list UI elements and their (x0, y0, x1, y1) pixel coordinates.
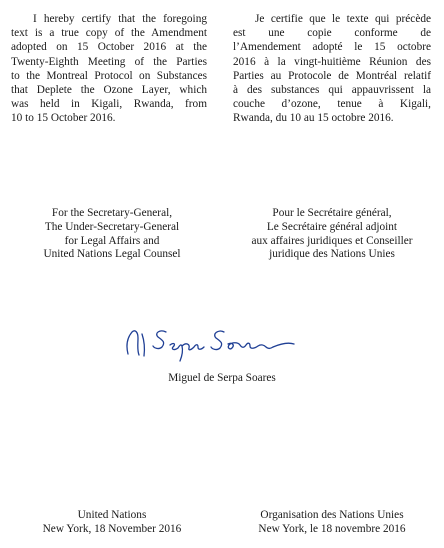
cert-en-line: was held in Kigali, Rwanda, from (11, 98, 207, 111)
cert-en-line: text is a true copy of the Amendment (11, 27, 207, 40)
cert-fr-line: Rwanda, du 10 au 15 octobre 2016. (233, 112, 394, 125)
signatory-block-fr (233, 207, 431, 262)
cert-fr-line: Parties au Protocole de Montréal relatif (233, 69, 431, 82)
place-en-line: New York, 18 November 2016 (42, 522, 182, 535)
signatory-en-line: for Legal Affairs and (64, 234, 160, 247)
signatory-fr-line: Le Secrétaire général adjoint (266, 220, 398, 233)
place-fr-line: New York, le 18 novembre 2016 (258, 522, 406, 535)
signatory-fr-line: aux affaires juridiques et Conseiller (251, 234, 413, 247)
cert-fr-line: Je certifie que le texte qui précède (255, 13, 431, 25)
signer-name: Miguel de Serpa Soares (168, 372, 276, 384)
signatory-en-line: United Nations Legal Counsel (43, 248, 181, 261)
cert-en-line: adopted on 15 October 2016 at the (11, 41, 207, 54)
handwritten-signature (118, 320, 323, 364)
cert-fr-line: couche d’ozone, tenue à Kigali, (233, 98, 431, 111)
cert-fr-line: est une copie conforme de (233, 27, 431, 40)
certification-text-fr (233, 12, 431, 126)
cert-fr-line: 2016 à la vingt-huitième Réunion des (233, 55, 431, 68)
cert-en-line: that Deplete the Ozone Layer, which (11, 84, 207, 97)
cert-en-line: I hereby certify that the foregoing (33, 13, 207, 25)
place-en-line: United Nations (77, 509, 147, 521)
cert-fr-line: l’Amendement adopté le 15 octobre (233, 41, 431, 54)
signatory-fr-line: juridique des Nations Unies (269, 248, 395, 261)
certification-text-en (11, 12, 207, 126)
signatory-fr-line: Pour le Secrétaire général, (272, 207, 392, 219)
signatory-block-en (14, 207, 210, 262)
cert-en-line: 10 to 15 October 2016. (11, 112, 116, 125)
place-fr-line: Organisation des Nations Unies (260, 509, 404, 521)
cert-en-line: Twenty-Eighth Meeting of the Parties (11, 55, 207, 68)
cert-en-line: to the Montreal Protocol on Substances (11, 69, 207, 82)
cert-fr-line: à des substances qui appauvrissent la (233, 84, 431, 97)
signatory-en-line: The Under-Secretary-General (44, 220, 180, 233)
place-date-en (14, 509, 210, 537)
signatory-en-line: For the Secretary-General, (51, 207, 173, 219)
place-date-fr (233, 509, 431, 537)
